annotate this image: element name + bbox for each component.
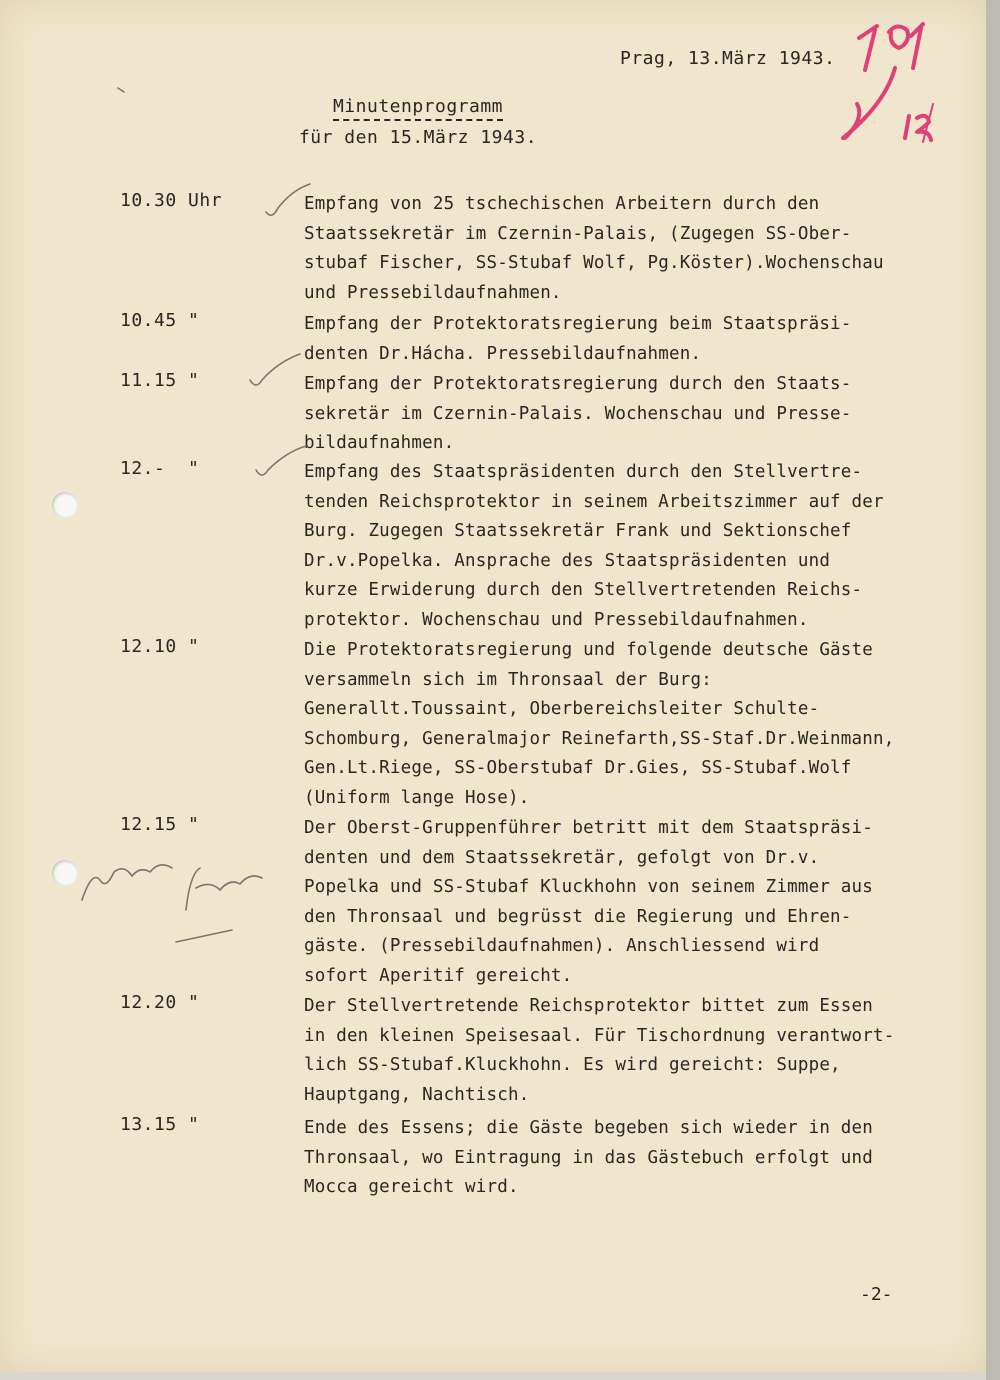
entry-text [304,370,976,459]
entry-line: Ende des Essens; die Gäste begeben sich wieder in den [304,1118,874,1138]
entry-text [304,458,976,635]
entry-line: Die Protektoratsregierung und folgende deutsche Gäste [304,640,874,660]
entry-line: Empfang von 25 tschechischen Arbeitern durch den [304,194,820,214]
entry-line: kurze Erwiderung durch den Stellvertretenden Reichs- [304,580,863,600]
handwritten-note [82,865,172,900]
entry-line: den Thronsaal und begrüsst die Regierung und Ehren- [304,906,852,927]
entry-line: Burg. Zugegen Staatssekretär Frank und Sektionschef [304,521,852,541]
entry-time: 12.15 " [120,814,200,835]
entry-line: Gen.Lt.Riege, SS-Oberstubaf Dr.Gies, SS-Stubaf.Wolf [304,758,852,778]
handwritten-note [186,868,262,910]
entry-line: sofort Aperitif gereicht. [304,965,573,986]
entry-line: Mocca gereicht wird. [304,1177,519,1197]
pencil-stroke [176,930,232,942]
entry-line: in den kleinen Speisesaal. Für Tischordnung verantwort- [304,1025,895,1046]
checkmark-icon [250,354,300,385]
entry-line: Empfang der Protektoratsregierung beim Staatspräsi- [304,314,852,334]
entry-time: 13.15 " [120,1114,200,1135]
entry-line: Hauptgang, Nachtisch. [304,1084,530,1105]
entry-line: versammeln sich im Thronsaal der Burg: [304,669,712,690]
entry-line: Empfang des Staatspräsidenten durch den Stellvertre- [304,462,863,482]
entry-line: stubaf Fischer, SS-Stubaf Wolf, Pg.Köster).Wochenschau [304,253,884,273]
pencil-mark [118,88,124,92]
entry-time: 11.15 " [120,370,200,391]
entry-text [304,1114,976,1203]
entry-text [304,190,976,308]
title-block [288,96,548,148]
checkmark-icon [256,446,306,475]
page-marker: -2- [860,1284,893,1305]
entry-line: Staatssekretär im Czernin-Palais, (Zugegen SS-Ober- [304,223,852,244]
entry-line: protektor. Wochenschau und Pressebildaufnahmen. [304,609,809,630]
entry-line: Popelka und SS-Stubaf Kluckhohn von seinem Zimmer aus [304,877,874,897]
entry-line: lich SS-Stubaf.Kluckhohn. Es wird gereicht: Suppe, [304,1055,841,1075]
punch-hole-top [52,492,78,518]
archive-mark-stamp [805,8,955,158]
entry-line: Der Oberst-Gruppenführer betritt mit dem Staatspräsi- [304,818,874,838]
punch-hole-bottom [52,860,78,886]
entry-line: bildaufnahmen. [304,433,455,453]
document-subtitle: für den 15.März 1943. [298,127,538,148]
entry-line: Generallt.Toussaint, Oberbereichsleiter Schulte- [304,699,820,719]
entry-text [304,814,976,991]
entry-line: Schomburg, Generalmajor Reinefarth,SS-Staf.Dr.Weinmann, [304,728,895,749]
entry-line: Thronsaal, wo Eintragung in das Gästebuch erfolgt und [304,1147,874,1168]
entry-line: Dr.v.Popelka. Ansprache des Staatspräsidenten und [304,550,831,571]
entry-line: gäste. (Pressebildaufnahmen). Anschliessend wird [304,936,820,956]
entry-time: 12.- " [120,458,200,479]
entry-line: sekretär im Czernin-Palais. Wochenschau und Presse- [304,403,852,424]
entry-text [304,310,976,369]
entry-text [304,992,976,1110]
entry-time: 12.10 " [120,636,200,657]
entry-time: 10.30 Uhr [120,190,223,211]
place-date: Prag, 13.März 1943. [620,48,836,69]
scan-edge [986,0,1000,1380]
entry-line: denten und dem Staatssekretär, gefolgt von Dr.v. [304,847,820,868]
entry-line: (Uniform lange Hose). [304,787,530,808]
document-title: Minutenprogramm [333,96,503,121]
entry-line: tenden Reichsprotektor in seinem Arbeitszimmer auf der [304,491,884,512]
entry-line: und Pressebildaufnahmen. [304,282,562,303]
entry-text [304,636,976,813]
entry-line: denten Dr.Hácha. Pressebildaufnahmen. [304,343,702,364]
entry-time: 10.45 " [120,310,200,331]
entry-time: 12.20 " [120,992,200,1013]
entry-line: Der Stellvertretende Reichsprotektor bittet zum Essen [304,996,874,1016]
entry-line: Empfang der Protektoratsregierung durch den Staats- [304,374,852,394]
